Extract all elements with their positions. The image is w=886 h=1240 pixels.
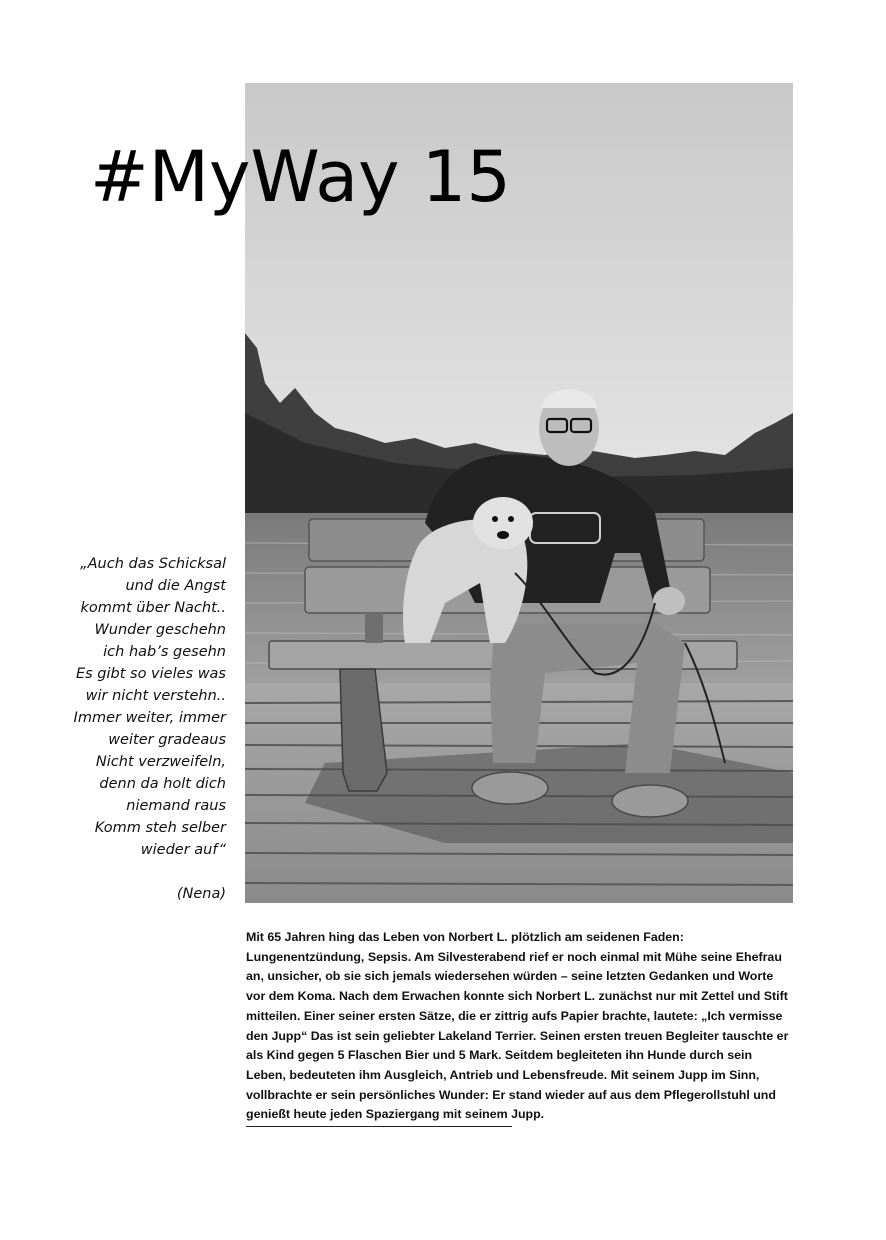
quote-line: „Auch das Schicksal <box>80 556 226 572</box>
quote-author: (Nena) <box>176 886 226 902</box>
quote-line: Komm steh selber <box>94 820 226 836</box>
quote-line: wir nicht verstehn.. <box>85 688 226 704</box>
song-quote <box>56 553 226 905</box>
quote-line: ich hab’s gesehn <box>103 644 226 660</box>
quote-line: denn da holt dich <box>99 776 226 792</box>
quote-line: weiter gradeaus <box>108 732 226 748</box>
quote-line: Es gibt so vieles was <box>75 666 226 682</box>
quote-line: wieder auf“ <box>140 842 226 858</box>
quote-line: kommt über Nacht.. <box>80 600 226 616</box>
quote-line: Immer weiter, immer <box>73 710 226 726</box>
quote-line: niemand raus <box>126 798 226 814</box>
divider-line <box>246 1126 512 1127</box>
page-title: #MyWay 15 <box>90 136 511 218</box>
quote-line: und die Angst <box>125 578 226 594</box>
quote-line: Nicht verzweifeln, <box>95 754 226 770</box>
quote-line: Wunder geschehn <box>94 622 226 638</box>
story-paragraph: Mit 65 Jahren hing das Leben von Norbert L. plötzlich am seidenen Faden: Lungenentzündung, Sepsis. Am Silvesterabend rief er noch einmal mit Mühe seine Ehefrau an, unsicher, ob sie sich jemals wiedersehen würden – seine letzten Gedanken und Worte vor dem Koma. Nach dem Erwachen konnte sich Norbert L. zunächst nur mit Zettel und Stift mitteilen. Einer seiner ersten Sätze, die er zittrig aufs Papier brachte, lautete: „Ich vermisse den Jupp“ Das ist sein geliebter Lakeland Terrier. Seinen ersten treuen Begleiter tauschte er als Kind gegen 5 Flaschen Bier und 5 Mark. Seitdem begleiteten ihn Hunde durch sein Leben, bedeuteten ihm Ausgleich, Antrieb und Lebensfreude. Mit seinem Jupp im Sinn, vollbrachte er sein persönliches Wunder: Er stand wieder auf aus dem Pflegerollstuhl und genießt heute jeden Spaziergang mit seinem Jupp. <box>246 930 789 1122</box>
